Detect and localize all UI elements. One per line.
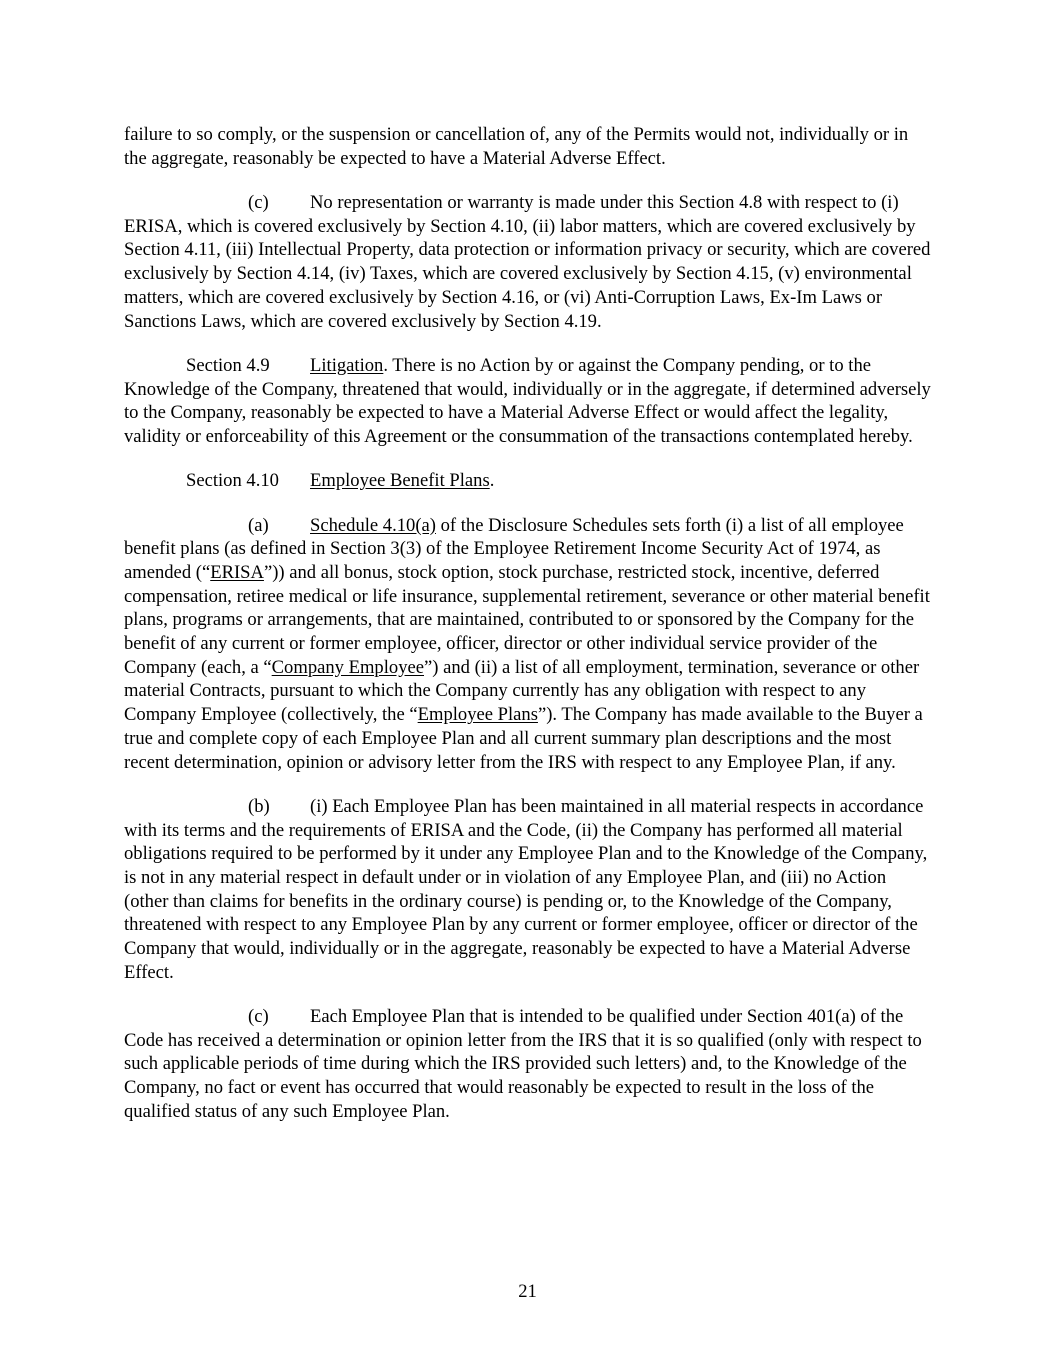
paragraph-text: of the Disclosure Schedules sets forth (i) a list of all employee benefit plans (as defined in Section 3(3) of the Employee Retirement Income Security Act of 1974, as amended (“: [124, 514, 904, 583]
paragraph-text: Each Employee Plan that is intended to be qualified under Section 401(a) of the Code has received a determination or opinion letter from the IRS that it is so qualified (only with respect to such applicable periods of time during which the IRS provided such letters) and, to the Knowledge of the Company, no fact or event has occurred that would reasonably be expected to result in the loss of the qualified status of any such Employee Plan.: [124, 1006, 922, 1122]
defined-term-erisa: ERISA: [210, 561, 264, 583]
subsection-label: (c): [248, 192, 269, 213]
paragraph-text: ”). The Company has made available to the Buyer a true and complete copy of each Employee Plan and all current summary plan descriptions and the most recent determination, opinion or advisory letter from the IRS with respect to any Employee Plan, if any.: [124, 704, 923, 773]
schedule-reference: Schedule 4.10(a): [310, 514, 436, 536]
paragraph-text: ”) and (ii) a list of all employment, termination, severance or other material Contracts, pursuant to which the Company currently has any obligation with respect to any Company Employee (collectively, the “: [124, 656, 920, 726]
paragraph-permits-continuation: [124, 123, 934, 170]
defined-term-employee-plans: Employee Plans: [417, 704, 538, 726]
section-heading: Litigation: [310, 354, 384, 376]
document-page: [124, 123, 934, 1144]
subsection-label: (c): [248, 1006, 269, 1028]
section-number: Section 4.10: [186, 470, 279, 492]
paragraph-text: failure to so comply, or the suspension or cancellation of, any of the Permits would not, individually or in the aggregate, reasonably be expected to have a Material Adverse Effect.: [124, 124, 909, 169]
defined-term-company-employee: Company Employee: [271, 656, 424, 678]
paragraph-text: (i) Each Employee Plan has been maintained in all material respects in accordance with its terms and the requirements of ERISA and the Code, (ii) the Company has performed all material obligations required to be performed by it under any Employee Plan and to the Knowledge of the Company, is not in any material respect in default under or in violation of any Employee Plan, and (iii) no Action (other than claims for benefits in the ordinary course) is pending or, to the Knowledge of the Company, threatened with respect to any Employee Plan by any current or former employee, officer or director of the Company that would, individually or in the aggregate, reasonably be expected to have a Material Adverse Effect.: [124, 795, 928, 983]
paragraph-text: No representation or warranty is made under this Section 4.8 with respect to (i) ERISA, which is covered exclusively by Section 4.10, (ii) labor matters, which are covered exclusively by Section 4.11, (iii) Intellectual Property, data protection or information privacy or security, which are covered exclusively by Section 4.14, (iv) Taxes, which are covered exclusively by Section 4.15, (v) environmental matters, which are covered exclusively by Section 4.16, or (vi) Anti-Corruption Laws, Ex-Im Laws or Sanctions Laws, which are covered exclusively by Section 4.19.: [124, 192, 931, 332]
paragraph-4-10-b: [124, 795, 934, 985]
paragraph-4-8-c: [124, 191, 934, 333]
subsection-label: (b): [248, 795, 270, 817]
paragraph-text: . There is no Action by or against the Company pending, or to the Knowledge of the Company, threatened that would, individually or in the aggregate, if determined adversely to the Company, reasonably be expected to have a Material Adverse Effect or would affect the legality, validity or enforceability of this Agreement or the consummation of the transactions contemplated hereby.: [124, 354, 931, 447]
paragraph-text: ”)) and all bonus, stock option, stock purchase, restricted stock, incentive, deferred compensation, retiree medical or life insurance, supplemental retirement, severance or other material benefit plans, programs or arrangements, that are maintained, contributed to or sponsored by the Company for the benefit of any current or former employee, officer, director or other individual service provider of the Company (each, a “: [124, 561, 930, 678]
section-4-9-litigation: [124, 354, 934, 449]
heading-period: .: [489, 470, 495, 492]
paragraph-4-10-c: [124, 1005, 934, 1124]
section-heading: Employee Benefit Plans: [310, 470, 490, 492]
paragraph-4-10-a: [124, 514, 934, 775]
page-number: 21: [518, 1281, 537, 1302]
section-4-10-heading: [124, 469, 934, 493]
subsection-label: (a): [248, 514, 269, 536]
section-number: Section 4.9: [186, 354, 270, 376]
